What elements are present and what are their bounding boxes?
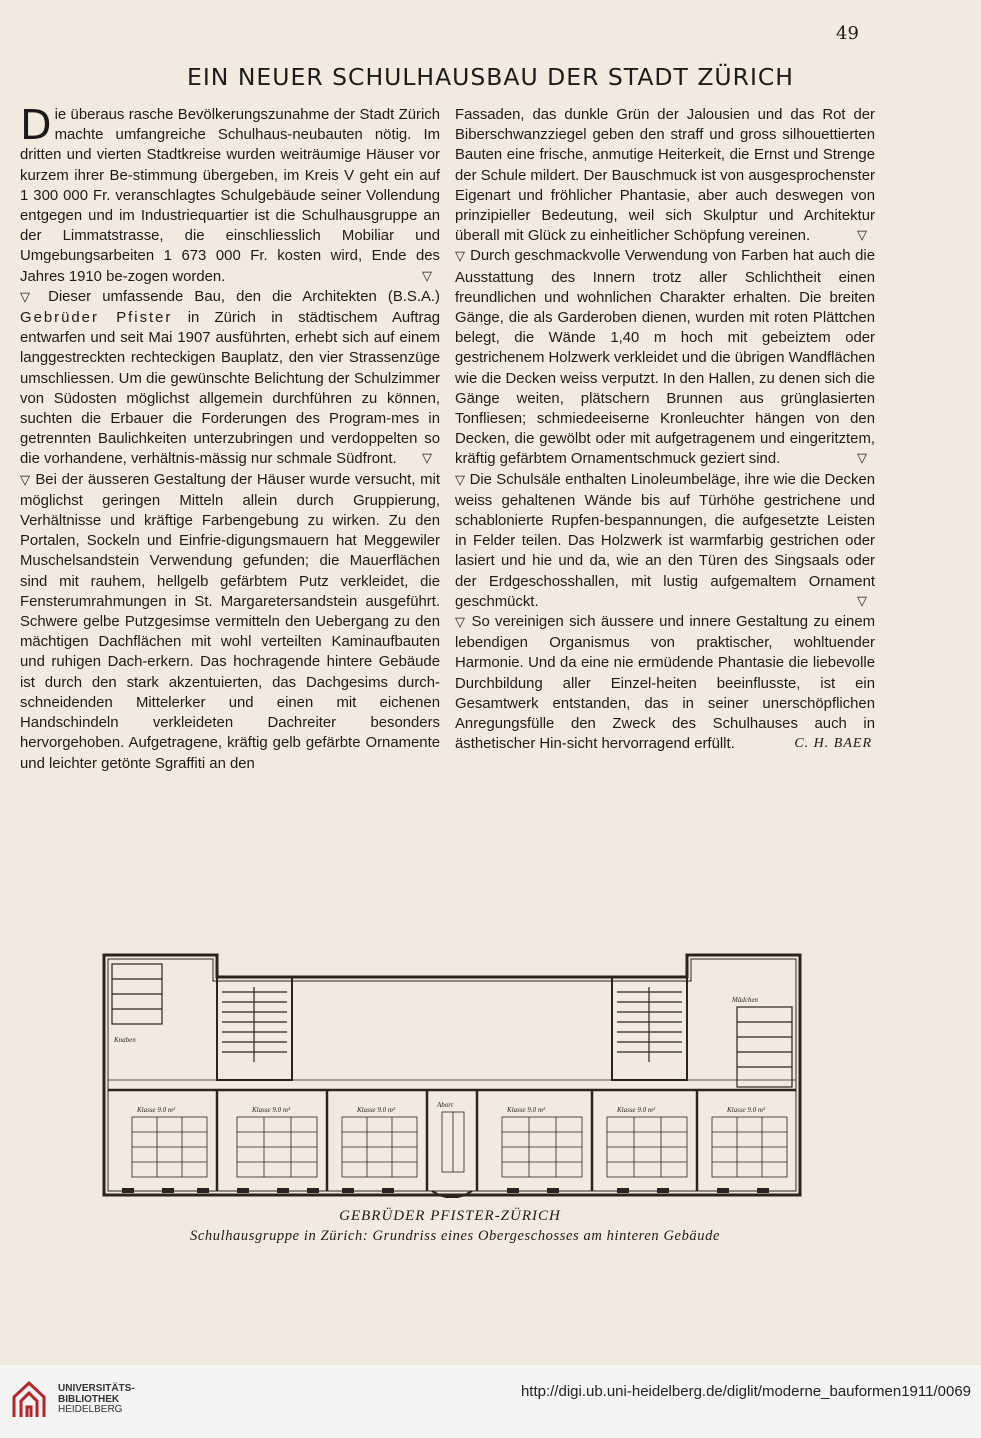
article-title: EIN NEUER SCHULHAUSBAU DER STADT ZÜRICH	[187, 63, 794, 91]
paragraph-text: in Zürich in städtischem Auftrag entwarfen und seit Mai 1907 ausführten, erhebt sich auf einem langgestreckten rechteckigen Bauplatz, den vier Strassenzüge umschliessen. Um die gewünschte Belichtung der Schulzimmer von Südosten möglichst allgemein durchführen zu können, suchten die Erbauer die Forderungen des Program-mes in getrennten Baulichkeiten unterzubringen und verdoppelten so die vorhandene, verhältnis-mässig nur schmale Südfront.	[20, 310, 441, 468]
section-marker: ▽	[455, 472, 466, 488]
section-marker: ▽	[20, 472, 31, 488]
left-column	[20, 101, 441, 774]
paragraph-5	[455, 246, 875, 469]
room-label: Klasse 9.0 m²	[137, 1106, 176, 1114]
library-name-line: UNIVERSITÄTS-	[58, 1383, 135, 1394]
section-marker: ▽	[422, 451, 432, 467]
paragraph-3	[20, 470, 440, 774]
section-marker: ▽	[857, 228, 867, 244]
paragraph-2	[20, 287, 440, 470]
library-name-line: HEIDELBERG	[58, 1404, 123, 1415]
figure-subcaption: Schulhausgruppe in Zürich: Grundriss eines Obergeschosses am hinteren Gebäude	[189, 1228, 721, 1244]
paragraph-4	[455, 105, 875, 246]
paragraph-1	[20, 101, 440, 287]
room-label: Klasse 9.0 m²	[357, 1106, 396, 1114]
room-label: Klasse 9.0 m²	[617, 1106, 656, 1114]
right-column	[455, 105, 875, 755]
room-label: Klasse 9.0 m²	[727, 1106, 766, 1114]
author-signature: C. H. BAER	[794, 736, 872, 752]
room-label: Knaben	[114, 1036, 136, 1044]
section-marker: ▽	[20, 289, 37, 305]
paragraph-text: Die Schulsäle enthalten Linoleumbeläge, ihre wie die Decken weiss gehaltenen Wände bis auf Türhöhe gestrichene und schablonierte Rupfen-bespannungen, die aufgesetzte Leisten in Felder teilen. Das Holzwerk ist warmfarbig gestrichen oder lasiert und hie und da, wie an den Türen des Singsaals oder der Erdgeschosshallen, mit lustig aufgemaltem Ornament geschmückt.	[455, 471, 876, 610]
section-marker: ▽	[455, 615, 467, 631]
source-url-link[interactable]: http://digi.ub.uni-heidelberg.de/diglit/moderne_bauformen1911/0069	[520, 1383, 971, 1400]
paragraph-text: Dieser umfassende Bau, den die Architekten (B.S.A.)	[48, 288, 440, 305]
room-label: Klasse 9.0 m²	[252, 1106, 291, 1114]
section-marker: ▽	[857, 451, 867, 467]
library-logo-icon	[10, 1377, 48, 1421]
library-name-line: BIBLIOTHEK	[58, 1393, 120, 1405]
room-label: Klasse 9.0 m²	[507, 1106, 546, 1114]
paragraph-text: So vereinigen sich äussere und innere Gestaltung zu einem lebendigen Organismus von praktischer, wohltuender Harmonie. Und da eine nie ermüdende Phantasie die liebevolle Durchbildung aller Einzel-heiten beeinflusste, ist ein Gesamtwerk entstanden, das in seiner unerschöpflichen Anregungsfülle den Zweck des Schulhauses auch in ästhetischer Hin-sicht hervorragend erfüllt.	[455, 614, 876, 753]
room-label: Abort	[437, 1101, 453, 1109]
paragraph-text: Bei der äusseren Gestaltung der Häuser wurde versucht, mit möglichst geringen Mitteln allein durch Gruppierung, Verhältnisse und kräftige Farbengebung zu wirken. Zu den Portalen, Sockeln und Einfrie-digungsmauern hat Meggewiler Muschelsandstein Verwendung gefunden; die Mauerflächen sind mit rauhem, hellgelb gefärbtem Putz verkleidet, die Fensterumrahmungen in St. Margaretersandstein ausgeführt. Schwere gelbe Putzgesimse vermitteln den Uebergang zu den mächtigen Dachflächen mit wohl verteilten Kaminaufbauten und ruhigen Dach-erkern. Das hochragende hintere Gebäude ist durch den stark akzentuierten, das Dachgesims durch-schneidenden Mittelerker und einen mit eichenen Handschindeln verkleideten Dachreiter besonders hervorgehoben. Aufgetragene, kräftig gelb gefärbte Ornamente und leichter getönte Sgraffiti an den	[20, 471, 440, 772]
footer	[0, 1365, 981, 1438]
section-marker: ▽	[422, 268, 432, 284]
section-marker: ▽	[857, 593, 867, 609]
paragraph-text: Durch geschmackvolle Verwendung von Farben hat auch die Ausstattung des Innern trotz aller Schlichtheit einen freundlichen und wohnlichen Charakter erhalten. Die breiten Gänge, die als Garderoben dienen, wurden mit roten Plättchen belegt, die Wände 1,40 m hoch mit gebeiztem oder gestrichenem Holzwerk verkleidet und die übrigen Wandflächen wie die Decken weiss verputzt. In den Hallen, zu denen sich die Gänge weiten, plätschern Brunnen aus grünglasierten Tonfliesen; schmiedeeiserne Kronleuchter hängen von den Decken, die gewölbt oder mit aufgetragenem und eingeritztem, kräftig gefärbtem Ornamentschmuck geziert sind.	[455, 248, 875, 468]
paragraph-text: ie überaus rasche Bevölkerungszunahme der Stadt Zürich machte umfangreiche Schulhaus-neubauten nötig. Im dritten und vierten Stadtkreise wurden weiträumige Häuser vor kurzem ihrer Be-stimmung übergeben, im Kreis V geht ein auf 1 300 000 Fr. veranschlagtes Schulgebäude seiner Vollendung entgegen und im Industriequartier ist die Schulhausgruppe an der Limmatstrasse, die einschliesslich Mobiliar und Umgebungsarbeiten 1 673 000 Fr. kosten wird, Ende des Jahres 1910 be-zogen worden.	[20, 107, 440, 285]
dropcap: D	[20, 101, 52, 149]
room-label: Mädchen	[732, 996, 759, 1004]
floor-plan	[102, 952, 802, 1198]
paragraph-7	[455, 612, 875, 754]
section-marker: ▽	[455, 249, 466, 265]
paragraph-6	[455, 470, 875, 612]
architect-name: Gebrüder Pfister	[20, 310, 173, 327]
paragraph-text: Fassaden, das dunkle Grün der Jalousien und das Rot der Biberschwanzziegel geben den straff und gross silhouettierten Bauten eine frische, anmutige Heiterkeit, die Ernst und Strenge der Schule mildert. Der Bauschmuck ist von ausgesprochenster Eigenart und fröhlicher Phantasie, aber auch deswegen von prinzipieller Bedeutung, weil sich Skulptur und Architektur überall mit Glück zu einheitlicher Schöpfung vereinen.	[455, 107, 875, 245]
library-name	[58, 1384, 135, 1416]
figure-caption: GEBRÜDER PFISTER-ZÜRICH	[339, 1208, 561, 1224]
page-number: 49	[836, 23, 859, 44]
